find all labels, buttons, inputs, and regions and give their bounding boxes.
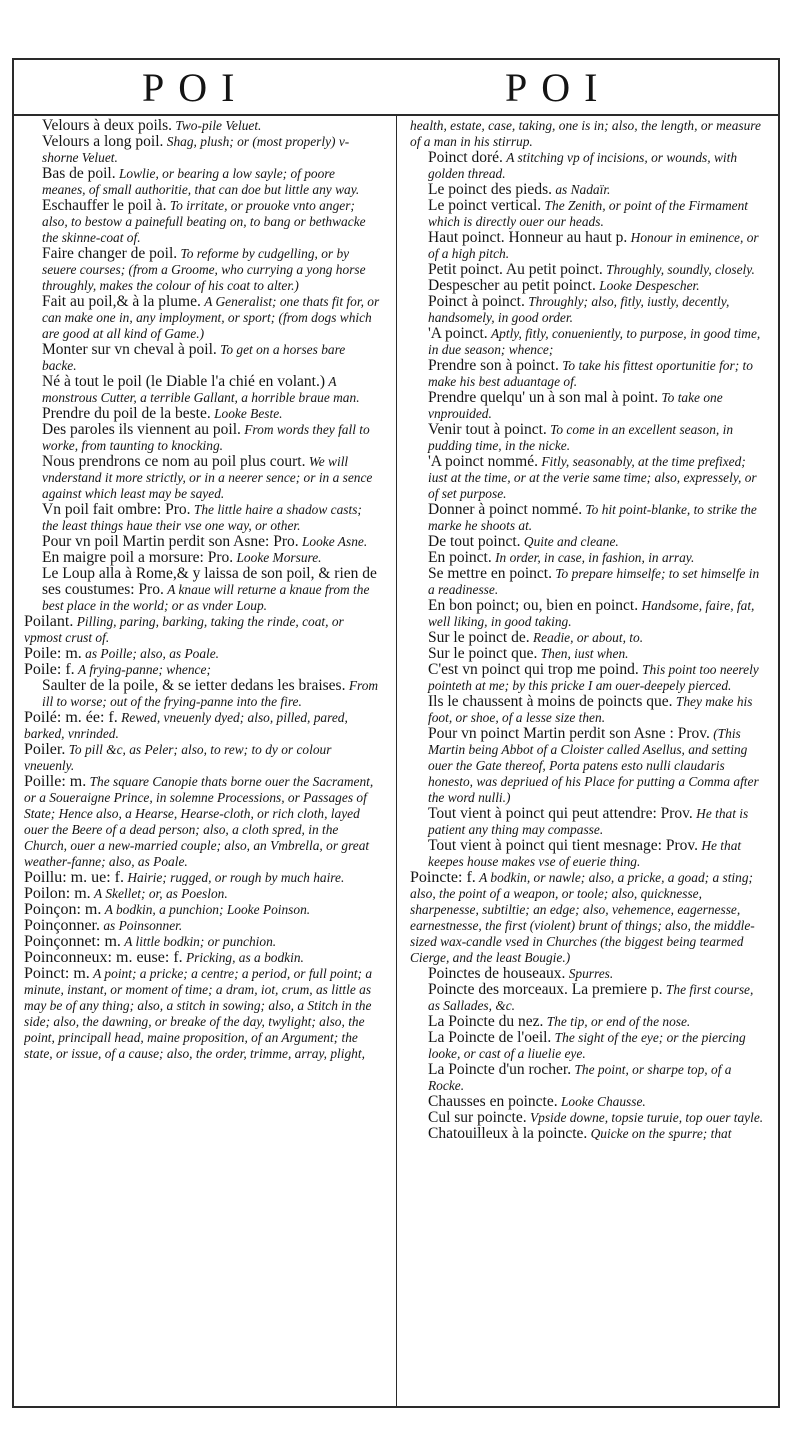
- entry-translation: The square Canopie thats borne ouer the Sacrament, or a Soueraigne Prince, in solemne Processions, or Passages of State; Hence also, a Hearse, Hearse-cloth, or rich cloth, layed ouer the Beere of a dead person; also, a cloth spred, in the Church, ouer a new-married couple; also, an Vmbrella, or great weather-fanne; also, as Poale.: [24, 774, 374, 869]
- entry-translation: as Poinsonner.: [103, 918, 183, 933]
- dictionary-entry: [24, 118, 380, 134]
- dictionary-entry: [410, 806, 766, 838]
- dictionary-entry: [24, 742, 380, 774]
- entry-headword: Velours à deux poils.: [42, 118, 173, 134]
- dictionary-entry: [24, 614, 380, 646]
- entry-headword: C'est vn poinct qui trop me poind.: [428, 661, 639, 678]
- entry-translation: A point; a pricke; a centre; a period, or full point; a minute, instant, or moment of time; a dram, iot, crum, as little as may be of any thing; also, a stitch in sowing; also, a Stitch in the side; also, the dawning, or breake of the day, twylight; also, the point, principall head, maine proposition, of an Argument; the state, or issue, of a cause; also, the order, trimme, array, plight,: [24, 966, 373, 1061]
- entry-translation: Throughly; also, fitly, iustly, decently, handsomely, in good order.: [428, 294, 730, 325]
- dictionary-entry: [410, 198, 766, 230]
- entry-translation: The little haire a shadow casts; the least things haue their vse one way, or other.: [42, 502, 362, 533]
- dictionary-entry: [410, 294, 766, 326]
- entry-translation: In order, in case, in fashion, in array.: [495, 550, 695, 565]
- dictionary-entry: [410, 566, 766, 598]
- entry-headword: Le poinct vertical.: [428, 197, 542, 214]
- dictionary-entry: [410, 646, 766, 662]
- entry-headword: Poiler.: [24, 741, 66, 758]
- entry-headword: Bas de poil.: [42, 165, 116, 182]
- entry-translation: To take his fittest oportunitie for; to make his best aduantage of.: [428, 358, 753, 389]
- entry-translation: From ill to worse; out of the frying-panne into the fire.: [42, 678, 379, 709]
- dictionary-entry: [410, 118, 766, 150]
- entry-translation: A little bodkin; or punchion.: [124, 934, 277, 949]
- dictionary-entry: [410, 662, 766, 694]
- dictionary-entry: [24, 166, 380, 198]
- entry-headword: Eschauffer le poil à.: [42, 197, 167, 214]
- dictionary-entry: [24, 934, 380, 950]
- entry-translation: A bodkin, a punchion; Looke Poinson.: [104, 902, 311, 917]
- entry-headword: Prendre du poil de la beste.: [42, 405, 211, 422]
- entry-headword: Né à tout le poil (le Diable l'a chié en volant.): [42, 373, 325, 390]
- entry-translation: This point too neerely pointeth at me; by this pricke I am ouer-deepely pierced.: [428, 662, 759, 693]
- entry-headword: Poile: m.: [24, 645, 82, 662]
- entry-translation: Rewed, vneuenly dyed; also, pilled, pared, barked, vnrinded.: [24, 710, 348, 741]
- entry-headword: Pour vn poinct Martin perdit son Asne : Prov.: [428, 725, 710, 742]
- entry-translation: The first course, as Sallades, &c.: [428, 982, 754, 1013]
- dictionary-entry: [410, 262, 766, 278]
- entry-headword: Poincte des morceaux. La premiere p.: [428, 981, 663, 998]
- entry-translation: Handsome, faire, fat, well liking, in good taking.: [428, 598, 755, 629]
- dictionary-entry: [24, 886, 380, 902]
- entry-headword: Monter sur vn cheval à poil.: [42, 341, 217, 358]
- dictionary-entry: [410, 278, 766, 294]
- entry-translation: Looke Beste.: [214, 406, 283, 421]
- entry-translation: To get on a horses bare backe.: [42, 342, 346, 373]
- dictionary-entry: [410, 982, 766, 1014]
- entry-translation: To take one vnprouided.: [428, 390, 723, 421]
- dictionary-entry: [410, 726, 766, 806]
- dictionary-entry: [24, 134, 380, 166]
- entry-translation: They make his foot, or shoe, of a lesse size then.: [428, 694, 753, 725]
- entry-translation: A Skellet; or, as Poeslon.: [94, 886, 228, 901]
- dictionary-entry: [24, 550, 380, 566]
- entry-headword: La Poincte de l'oeil.: [428, 1029, 552, 1046]
- dictionary-entry: [410, 966, 766, 982]
- entry-headword: Poinct: m.: [24, 965, 90, 982]
- dictionary-entry: [24, 662, 380, 678]
- dictionary-entry: [24, 294, 380, 342]
- dictionary-entry: [24, 966, 380, 1062]
- entry-headword: Poinçon: m.: [24, 901, 102, 918]
- dictionary-entry: [410, 182, 766, 198]
- entry-translation: Throughly, soundly, closely.: [606, 262, 755, 277]
- entry-headword: Haut poinct. Honneur au haut p.: [428, 229, 628, 246]
- entry-translation: The point, or sharpe top, of a Rocke.: [428, 1062, 732, 1093]
- entry-translation: health, estate, case, taking, one is in; also, the length, or measure of a man in his stirrup.: [410, 118, 761, 149]
- entry-translation: Shag, plush; or (most properly) v-shorne Veluet.: [42, 134, 350, 165]
- dictionary-entry: [410, 150, 766, 182]
- dictionary-entry: [24, 646, 380, 662]
- dictionary-entry: [410, 534, 766, 550]
- entry-headword: Le poinct des pieds.: [428, 181, 552, 198]
- entry-translation: Two-pile Veluet.: [175, 118, 262, 133]
- dictionary-entry: [24, 710, 380, 742]
- entry-headword: Poinconneux: m. euse: f.: [24, 949, 183, 966]
- entry-translation: The Zenith, or point of the Firmament which is directly ouer our heads.: [428, 198, 749, 229]
- entry-translation: He that keepes house makes vse of euerie thing.: [428, 838, 742, 869]
- entry-translation: We will vnderstand it more strictly, or in a neerer sence; or in a sence against which least may be sayed.: [42, 454, 373, 501]
- entry-translation: Honour in eminence, or of a high pitch.: [428, 230, 759, 261]
- dictionary-entry: [24, 406, 380, 422]
- entry-headword: Poile: f.: [24, 661, 75, 678]
- entry-translation: He that is patient any thing may compasse.: [428, 806, 749, 837]
- entry-headword: En bon poinct; ou, bien en poinct.: [428, 597, 639, 614]
- dictionary-entry: [410, 1126, 766, 1142]
- entry-translation: as Nadaïr.: [555, 182, 611, 197]
- dictionary-entry: [410, 630, 766, 646]
- entry-headword: Chausses en poincte.: [428, 1093, 558, 1110]
- dictionary-entry: [410, 1030, 766, 1062]
- dictionary-entry: [410, 1062, 766, 1094]
- entry-headword: De tout poinct.: [428, 533, 521, 550]
- dictionary-entry: [24, 918, 380, 934]
- entry-headword: Poilé: m. ée: f.: [24, 709, 118, 726]
- dictionary-entry: [24, 342, 380, 374]
- dictionary-entry: [410, 390, 766, 422]
- entry-headword: Poilon: m.: [24, 885, 91, 902]
- entry-headword: Vn poil fait ombre: Pro.: [42, 501, 191, 518]
- entry-translation: To irritate, or prouoke vnto anger; also, to bestow a painefull beating on, to bang or bethwacke the skinne-coat of.: [42, 198, 366, 245]
- entry-translation: A knaue will returne a knaue from the best place in the world; or as vnder Loup.: [42, 582, 370, 613]
- entry-headword: Poinçonnet: m.: [24, 933, 121, 950]
- entry-headword: Donner à poinct nommé.: [428, 501, 583, 518]
- dictionary-entry: [410, 550, 766, 566]
- entry-headword: La Poincte du nez.: [428, 1013, 544, 1030]
- entry-translation: as Poille; also, as Poale.: [85, 646, 220, 661]
- entry-translation: Then, iust when.: [540, 646, 629, 661]
- entry-translation: Looke Chausse.: [560, 1094, 646, 1109]
- dictionary-entry: [24, 198, 380, 246]
- entry-headword: Prendre son à poinct.: [428, 357, 559, 374]
- entry-translation: A frying-panne; whence;: [78, 662, 211, 677]
- dictionary-entry: [24, 422, 380, 454]
- left-column: [24, 118, 380, 1403]
- dictionary-entry: [410, 598, 766, 630]
- running-head-left: POI: [142, 65, 249, 110]
- dictionary-entry: [24, 534, 380, 550]
- dictionary-entry: [24, 454, 380, 502]
- dictionary-entry: [410, 326, 766, 358]
- entry-headword: Poinçonner.: [24, 917, 100, 934]
- entry-headword: Faire changer de poil.: [42, 245, 178, 262]
- dictionary-entry: [410, 870, 766, 966]
- entry-translation: Aptly, fitly, conueniently, to purpose, in good time, in due season; whence;: [428, 326, 761, 357]
- dictionary-entry: [410, 230, 766, 262]
- right-column: [410, 118, 766, 1403]
- entry-headword: Ils le chaussent à moins de poincts que.: [428, 693, 673, 710]
- entry-translation: To pill &c, as Peler; also, to rew; to dy or colour vneuenly.: [24, 742, 332, 773]
- entry-headword: Venir tout à poinct.: [428, 421, 547, 438]
- entry-headword: Tout vient à poinct qui peut attendre: Prov.: [428, 805, 693, 822]
- entry-headword: Des paroles ils viennent au poil.: [42, 421, 241, 438]
- entry-translation: Spurres.: [568, 966, 614, 981]
- entry-headword: La Poincte d'un rocher.: [428, 1061, 572, 1078]
- running-head-right: POI: [505, 65, 612, 110]
- entry-translation: (This Martin being Abbot of a Cloister called Asellus, and setting ouer the Gate thereof, Porta patens esto nulli claudaris honesto, was depriued of his Place for putting a Comma after the word nulli.): [428, 726, 759, 805]
- dictionary-entry: [410, 358, 766, 390]
- entry-headword: Poille: m.: [24, 773, 87, 790]
- entry-translation: Looke Morsure.: [236, 550, 322, 565]
- entry-headword: Le Loup alla à Rome,& y laissa de son poil, & rien de ses coustumes: Pro.: [42, 565, 377, 598]
- entry-headword: Se mettre en poinct.: [428, 565, 552, 582]
- entry-headword: Chatouilleux à la poincte.: [428, 1125, 588, 1142]
- entry-translation: Hairie; rugged, or rough by much haire.: [127, 870, 345, 885]
- entry-translation: A bodkin, or nawle; also, a pricke, a goad; a sting; also, the point of a weapon, or toole; also, quicknesse, sharpenesse, subtiltie; an edge; also, vehemence, eagernesse, earnestnesse, the first (violent) brunt of things; also, the middle-sized wax-candle vsed in Churches (the biggest being tearmed Cierge, and the least Bougie.): [410, 870, 755, 965]
- entry-translation: To reforme by cudgelling, or by seuere courses; (from a Groome, who currying a yong horse throughly, makes the colour of his coat to alter.): [42, 246, 366, 293]
- entry-headword: Saulter de la poile, & se ietter dedans les braises.: [42, 677, 346, 694]
- entry-headword: Pour vn poil Martin perdit son Asne: Pro.: [42, 533, 299, 550]
- dictionary-entry: [24, 870, 380, 886]
- entry-translation: To prepare himselfe; to set himselfe in a readinesse.: [428, 566, 760, 597]
- entry-translation: Vpside downe, topsie turuie, top ouer tayle.: [529, 1110, 764, 1125]
- entry-headword: Cul sur poincte.: [428, 1109, 527, 1126]
- entry-translation: Looke Despescher.: [599, 278, 700, 293]
- column-divider: [396, 116, 397, 1408]
- entry-translation: Readie, or about, to.: [532, 630, 644, 645]
- entry-translation: From words they fall to worke, from taunting to knocking.: [42, 422, 370, 453]
- dictionary-entry: [410, 422, 766, 454]
- entry-headword: En poinct.: [428, 549, 492, 566]
- entry-headword: Poincte: f.: [410, 869, 476, 886]
- entry-headword: Poinctes de houseaux.: [428, 965, 566, 982]
- dictionary-entry: [410, 1094, 766, 1110]
- entry-headword: Poillu: m. ue: f.: [24, 869, 124, 886]
- entry-headword: Nous prendrons ce nom au poil plus court.: [42, 453, 306, 470]
- entry-translation: Quicke on the spurre; that: [590, 1126, 732, 1141]
- entry-headword: Poilant.: [24, 613, 74, 630]
- entry-headword: Prendre quelqu' un à son mal à point.: [428, 389, 659, 406]
- entry-translation: A monstrous Cutter, a terrible Gallant, a horrible braue man.: [42, 374, 360, 405]
- entry-headword: Velours a long poil.: [42, 133, 164, 150]
- dictionary-entry: [410, 694, 766, 726]
- entry-translation: The sight of the eye; or the piercing looke, or cast of a liuelie eye.: [428, 1030, 746, 1061]
- entry-translation: Lowlie, or bearing a low sayle; of poore meanes, of small authoritie, that can doe but little any way.: [42, 166, 360, 197]
- dictionary-entry: [24, 950, 380, 966]
- dictionary-entry: [24, 774, 380, 870]
- entry-translation: To come in an excellent season, in pudding time, in the nicke.: [428, 422, 734, 453]
- entry-headword: Fait au poil,& à la plume.: [42, 293, 201, 310]
- entry-translation: A stitching vp of incisions, or wounds, with golden thread.: [428, 150, 738, 181]
- entry-translation: Pilling, paring, barking, taking the rinde, coat, or vpmost crust of.: [24, 614, 344, 645]
- dictionary-entry: [410, 502, 766, 534]
- entry-translation: To hit point-blanke, to strike the marke he shoots at.: [428, 502, 757, 533]
- entry-translation: Pricking, as a bodkin.: [186, 950, 304, 965]
- entry-headword: Tout vient à poinct qui tient mesnage: Prov.: [428, 837, 698, 854]
- dictionary-entry: [410, 1110, 766, 1126]
- entry-headword: Petit poinct. Au petit poinct.: [428, 261, 603, 278]
- dictionary-entry: [410, 838, 766, 870]
- entry-headword: 'A poinct nommé.: [428, 453, 538, 470]
- dictionary-entry: [24, 566, 380, 614]
- dictionary-entry: [24, 902, 380, 918]
- entry-translation: Looke Asne.: [301, 534, 368, 549]
- entry-headword: Sur le poinct que.: [428, 645, 538, 662]
- dictionary-entry: [410, 454, 766, 502]
- entry-translation: Fitly, seasonably, at the time prefixed; iust at the time, or at the verie same time; also, expressely, or of set purpose.: [428, 454, 757, 501]
- entry-headword: Poinct à poinct.: [428, 293, 525, 310]
- entry-headword: 'A poinct.: [428, 325, 488, 342]
- entry-translation: Quite and cleane.: [523, 534, 619, 549]
- entry-headword: En maigre poil a morsure: Pro.: [42, 549, 234, 566]
- dictionary-entry: [24, 374, 380, 406]
- entry-translation: The tip, or end of the nose.: [546, 1014, 691, 1029]
- entry-headword: Sur le poinct de.: [428, 629, 530, 646]
- entry-headword: Poinct doré.: [428, 149, 503, 166]
- dictionary-entry: [24, 502, 380, 534]
- entry-translation: A Generalist; one thats fit for, or can make one in, any imployment, or sport; (from dogs which are good at all kind of Game.): [42, 294, 380, 341]
- dictionary-entry: [410, 1014, 766, 1030]
- entry-headword: Despescher au petit poinct.: [428, 277, 596, 294]
- dictionary-entry: [24, 246, 380, 294]
- dictionary-entry: [24, 678, 380, 710]
